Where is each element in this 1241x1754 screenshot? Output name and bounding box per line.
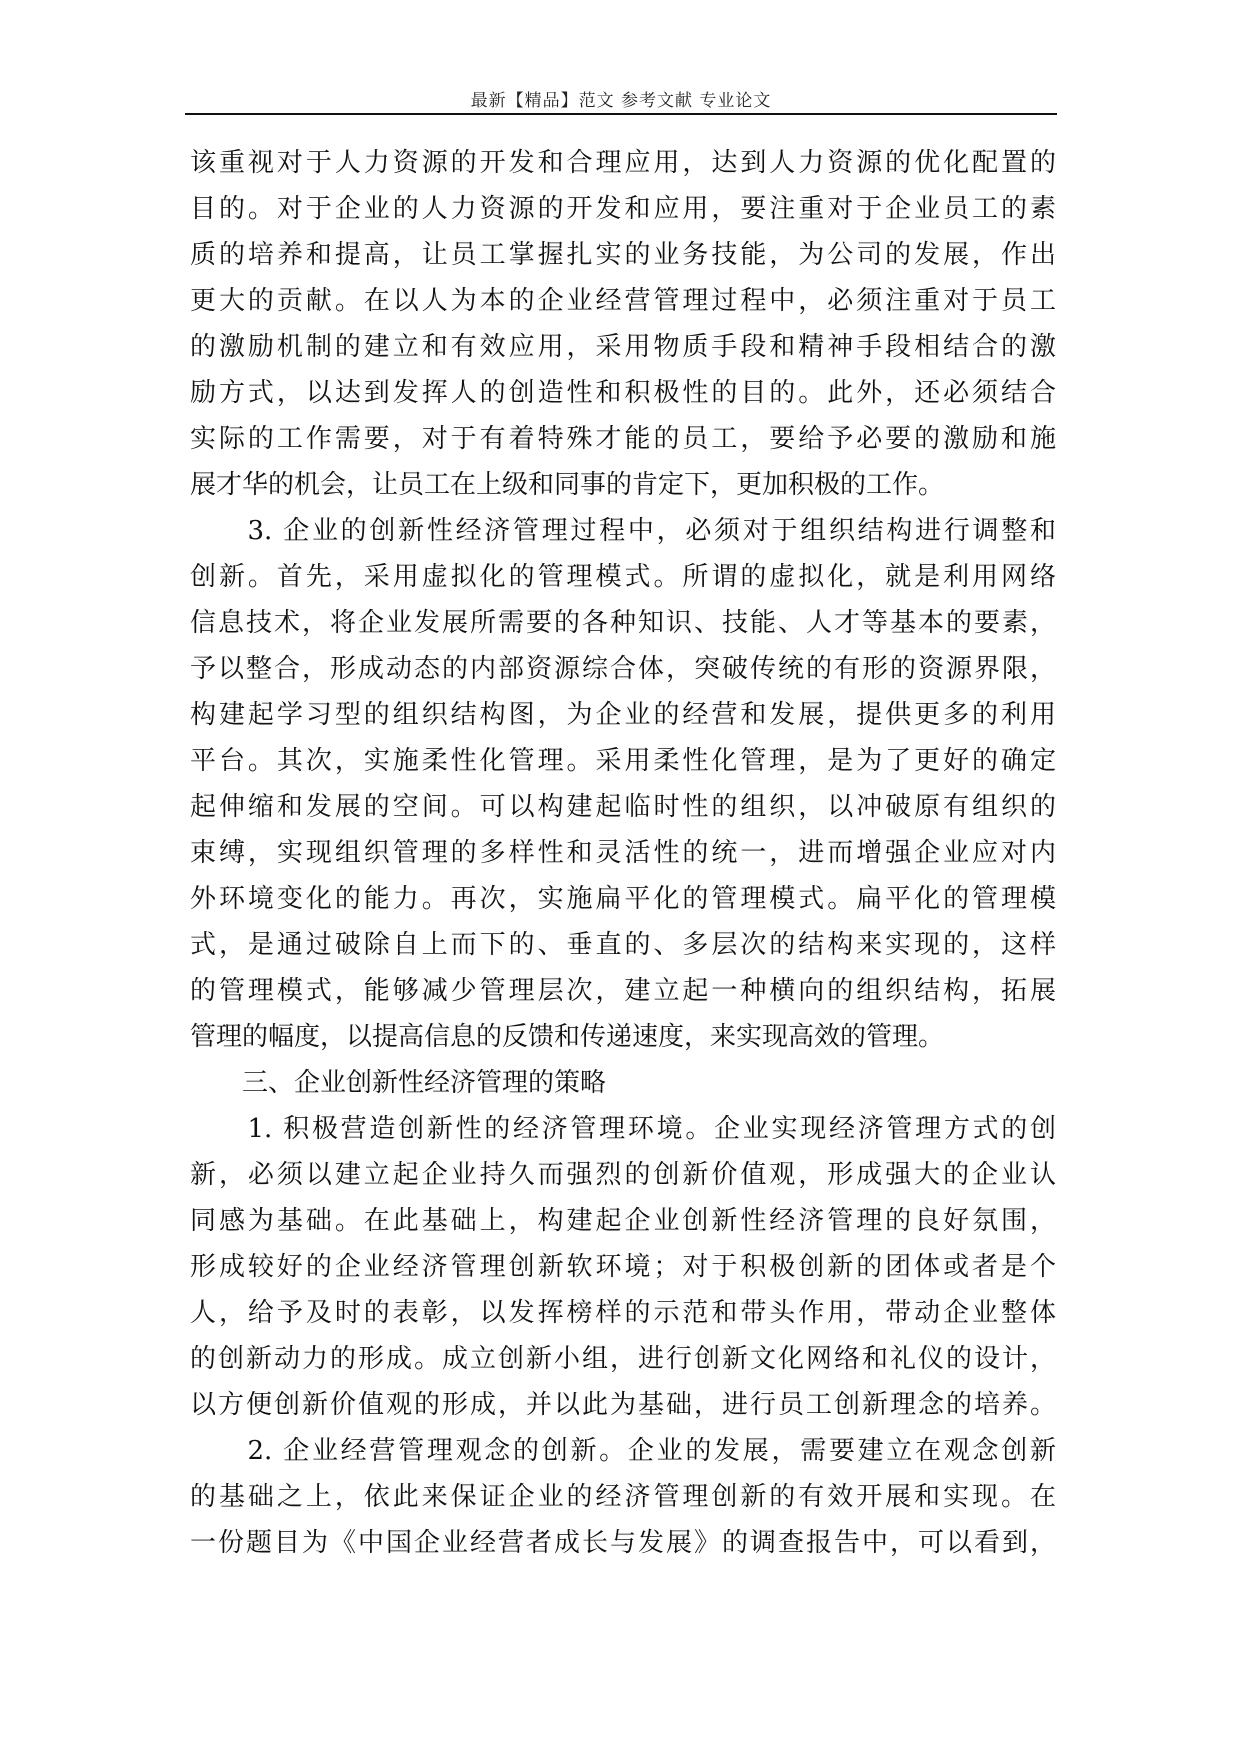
text-line: 同感为基础。在此基础上，构建起企业创新性经济管理的良好氛围， bbox=[190, 1206, 1056, 1236]
text-line: 式，是通过破除自上而下的、垂直的、多层次的结构来实现的，这样 bbox=[190, 930, 1056, 960]
text-line: 形成较好的企业经济管理创新软环境；对于积极创新的团体或者是个 bbox=[190, 1252, 1056, 1282]
text-line: 管理的幅度，以提高信息的反馈和传递速度，来实现高效的管理。 bbox=[190, 1022, 945, 1052]
document-body bbox=[190, 140, 1056, 1566]
text-line: 目的。对于企业的人力资源的开发和应用，要注重对于企业员工的素 bbox=[190, 194, 1056, 224]
text-line: 3. 企业的创新性经济管理过程中，必须对于组织结构进行调整和 bbox=[190, 516, 1056, 546]
text-line: 平台。其次，实施柔性化管理。采用柔性化管理，是为了更好的确定 bbox=[190, 746, 1056, 776]
text-line: 人，给予及时的表彰，以发挥榜样的示范和带头作用，带动企业整体 bbox=[190, 1298, 1056, 1328]
text-line: 新，必须以建立起企业持久而强烈的创新价值观，形成强大的企业认 bbox=[190, 1160, 1056, 1190]
text-line: 信息技术，将企业发展所需要的各种知识、技能、人才等基本的要素， bbox=[190, 608, 1056, 638]
text-line: 的创新动力的形成。成立创新小组，进行创新文化网络和礼仪的设计， bbox=[190, 1344, 1056, 1374]
page-header-title: 最新【精品】范文 参考文献 专业论文 bbox=[470, 91, 772, 111]
text-line: 该重视对于人力资源的开发和合理应用，达到人力资源的优化配置的 bbox=[190, 148, 1056, 178]
text-line: 以方便创新价值观的形成，并以此为基础，进行员工创新理念的培养。 bbox=[190, 1390, 1056, 1420]
text-line: 起伸缩和发展的空间。可以构建起临时性的组织，以冲破原有组织的 bbox=[190, 792, 1056, 822]
text-line: 的基础之上，依此来保证企业的经济管理创新的有效开展和实现。在 bbox=[190, 1482, 1056, 1512]
text-line: 外环境变化的能力。再次，实施扁平化的管理模式。扁平化的管理模 bbox=[190, 884, 1056, 914]
text-line: 实际的工作需要，对于有着特殊才能的员工，要给予必要的激励和施 bbox=[190, 424, 1056, 454]
text-line: 构建起学习型的组织结构图，为企业的经营和发展，提供更多的利用 bbox=[190, 700, 1056, 730]
text-line: 质的培养和提高，让员工掌握扎实的业务技能，为公司的发展，作出 bbox=[190, 240, 1056, 270]
header-divider bbox=[185, 113, 1057, 115]
text-line: 更大的贡献。在以人为本的企业经营管理过程中，必须注重对于员工 bbox=[190, 286, 1056, 316]
section-heading: 三、企业创新性经济管理的策略 bbox=[190, 1068, 607, 1098]
text-line: 的管理模式，能够减少管理层次，建立起一种横向的组织结构，拓展 bbox=[190, 976, 1056, 1006]
text-line: 的激励机制的建立和有效应用，采用物质手段和精神手段相结合的激 bbox=[190, 332, 1056, 362]
text-line: 予以整合，形成动态的内部资源综合体，突破传统的有形的资源界限， bbox=[190, 654, 1056, 684]
text-line: 一份题目为《中国企业经营者成长与发展》的调查报告中，可以看到， bbox=[190, 1528, 1056, 1558]
text-line: 束缚，实现组织管理的多样性和灵活性的统一，进而增强企业应对内 bbox=[190, 838, 1056, 868]
text-line: 励方式，以达到发挥人的创造性和积极性的目的。此外，还必须结合 bbox=[190, 378, 1056, 408]
text-line: 2. 企业经营管理观念的创新。企业的发展，需要建立在观念创新 bbox=[190, 1436, 1056, 1466]
text-line: 展才华的机会，让员工在上级和同事的肯定下，更加积极的工作。 bbox=[190, 470, 945, 500]
text-line: 1. 积极营造创新性的经济管理环境。企业实现经济管理方式的创 bbox=[190, 1114, 1056, 1144]
text-line: 创新。首先，采用虚拟化的管理模式。所谓的虚拟化，就是利用网络 bbox=[190, 562, 1056, 592]
